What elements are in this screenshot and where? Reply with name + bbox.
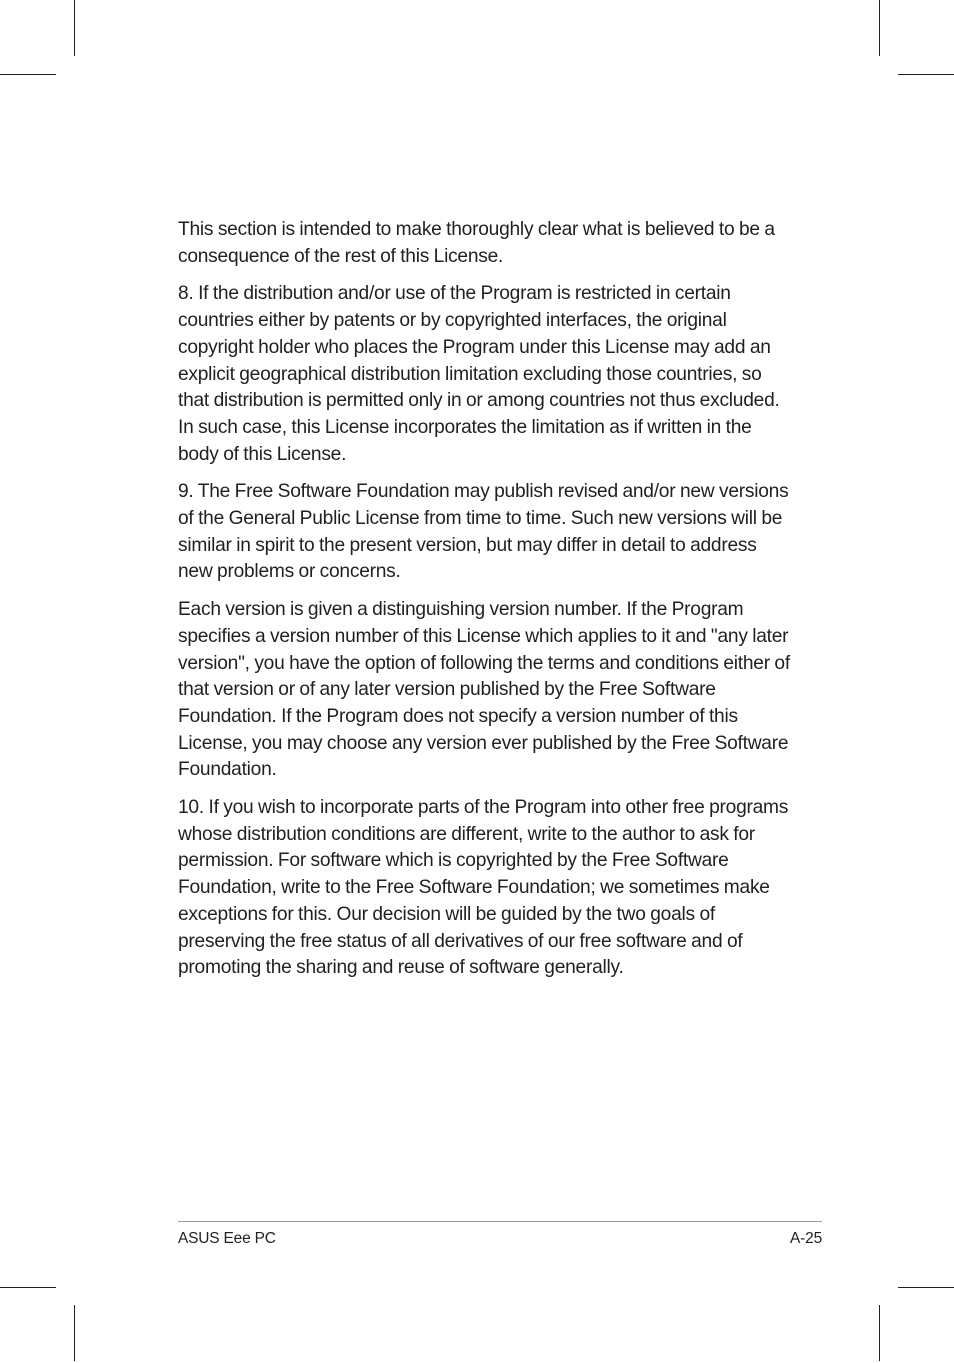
crop-mark-bottom-right-horizontal	[898, 1287, 954, 1288]
crop-mark-top-left-vertical	[74, 0, 75, 56]
paragraph-section-intent: This section is intended to make thoroughly clear what is believed to be a consequence of the rest of this License.	[178, 219, 775, 267]
footer-product-name: ASUS Eee PC	[178, 1230, 276, 1247]
footer-page-number: A-25	[790, 1230, 822, 1247]
paragraph-clause-10: 10. If you wish to incorporate parts of the Program into other free programs whose distribution conditions are different, write to the author to ask for permission. For software which is copyrighted by the Free Software Foundation, write to the Free Software Foundation; we sometimes make exceptions for this. Our decision will be guided by the two goals of preserving the free status of all derivatives of our free software and of promoting the sharing and reuse of software generally.	[178, 797, 789, 979]
paragraph-clause-9: 9. The Free Software Foundation may publish revised and/or new versions of the General Public License from time to time. Such new versions will be similar in spirit to the present version, but may differ in detail to address new problems or concerns.	[178, 481, 789, 583]
crop-mark-top-right-vertical	[879, 0, 880, 56]
license-body	[178, 217, 790, 993]
crop-mark-top-left-horizontal	[0, 74, 56, 75]
paragraph-clause-8: 8. If the distribution and/or use of the Program is restricted in certain countries either by patents or by copyrighted interfaces, the original copyright holder who places the Program under this License may add an explicit geographical distribution limitation excluding those countries, so that distribution is permitted only in or among countries not thus excluded. In such case, this License incorporates the limitation as if written in the body of this License.	[178, 283, 780, 465]
crop-mark-bottom-left-horizontal	[0, 1287, 56, 1288]
footer-divider	[178, 1221, 822, 1222]
crop-mark-bottom-left-vertical	[74, 1305, 75, 1361]
crop-mark-bottom-right-vertical	[879, 1305, 880, 1361]
crop-mark-top-right-horizontal	[898, 74, 954, 75]
paragraph-version-numbering: Each version is given a distinguishing version number. If the Program specifies a version number of this License which applies to it and "any later version", you have the option of following the terms and conditions either of that version or of any later version published by the Free Software Foundation. If the Program does not specify a version number of this License, you may choose any version ever published by the Free Software Foundation.	[178, 599, 790, 781]
